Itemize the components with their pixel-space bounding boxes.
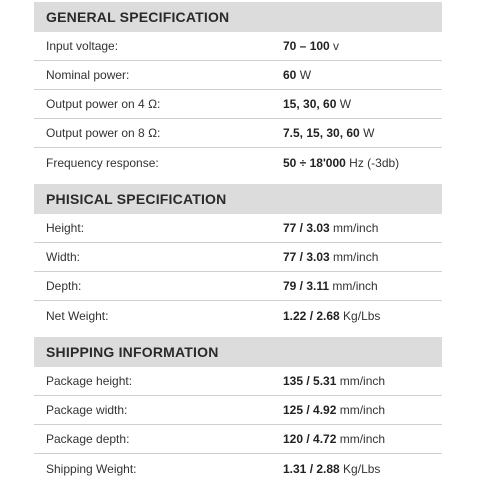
spec-label: Package width: xyxy=(46,403,128,417)
section-title: GENERAL SPECIFICATION xyxy=(34,2,442,32)
spec-value-number: 1.22 / 2.68 xyxy=(283,308,340,323)
spec-value-unit: Kg/Lbs xyxy=(339,308,381,323)
spec-label: Package height: xyxy=(46,374,133,388)
spec-value-unit: W xyxy=(296,68,312,82)
spec-value xyxy=(283,279,442,293)
spec-value-unit: mm/inch xyxy=(336,432,386,446)
spec-label: Output power on 4 Ω: xyxy=(46,97,161,111)
spec-row xyxy=(34,32,442,61)
spec-value xyxy=(283,39,442,53)
spec-value xyxy=(283,374,442,388)
spec-label: Frequency response: xyxy=(46,155,159,170)
spec-value-unit: mm/inch xyxy=(329,250,379,264)
spec-value xyxy=(283,221,442,235)
spec-value xyxy=(283,68,442,82)
spec-value-unit: v xyxy=(329,39,340,53)
spec-row xyxy=(34,396,442,425)
spec-label: Shipping Weight: xyxy=(46,461,137,476)
spec-row xyxy=(34,90,442,119)
spec-value-number: 77 / 3.03 xyxy=(283,250,330,264)
spec-row xyxy=(34,425,442,454)
spec-value-unit: mm/inch xyxy=(329,279,378,293)
spec-value xyxy=(283,126,442,140)
spec-row xyxy=(34,119,442,148)
spec-row xyxy=(34,61,442,90)
general-specification-section xyxy=(34,2,442,177)
spec-value-number: 79 / 3.11 xyxy=(283,279,330,293)
spec-value xyxy=(283,432,442,446)
physical-specification-section xyxy=(34,184,442,330)
section-title: PHISICAL SPECIFICATION xyxy=(34,184,442,214)
spec-value-number: 15, 30, 60 xyxy=(283,97,337,111)
spec-value-unit: mm/inch xyxy=(336,374,386,388)
spec-value-unit: W xyxy=(336,97,352,111)
spec-value-number: 60 xyxy=(283,68,297,82)
spec-row xyxy=(34,301,442,330)
spec-row xyxy=(34,454,442,483)
spec-value-unit: W xyxy=(359,126,375,140)
spec-value-number: 120 / 4.72 xyxy=(283,432,337,446)
spec-value-number: 125 / 4.92 xyxy=(283,403,337,417)
spec-label: Nominal power: xyxy=(46,68,130,82)
spec-value-unit: Kg/Lbs xyxy=(339,461,381,476)
spec-row xyxy=(34,367,442,396)
spec-value-number: 70 – 100 xyxy=(283,39,330,53)
spec-value xyxy=(283,462,442,476)
spec-value xyxy=(283,156,442,170)
spec-label: Output power on 8 Ω: xyxy=(46,126,161,140)
spec-value xyxy=(283,250,442,264)
spec-label: Width: xyxy=(46,250,81,264)
spec-value-unit: mm/inch xyxy=(336,403,386,417)
spec-label: Depth: xyxy=(46,279,82,293)
spec-row xyxy=(34,214,442,243)
spec-value xyxy=(283,403,442,417)
spec-row xyxy=(34,243,442,272)
spec-value-number: 50 ÷ 18'000 xyxy=(283,155,346,170)
shipping-information-section xyxy=(34,337,442,483)
spec-label: Net Weight: xyxy=(46,308,109,323)
spec-value-number: 135 / 5.31 xyxy=(283,374,337,388)
spec-value-number: 1.31 / 2.88 xyxy=(283,461,340,476)
spec-value-number: 7.5, 15, 30, 60 xyxy=(283,126,360,140)
spec-value-number: 77 / 3.03 xyxy=(283,221,330,235)
spec-value xyxy=(283,97,442,111)
spec-label: Package depth: xyxy=(46,432,130,446)
spec-value-unit: Hz (-3db) xyxy=(345,155,400,170)
section-title: SHIPPING INFORMATION xyxy=(34,337,442,367)
spec-row xyxy=(34,148,442,177)
spec-row xyxy=(34,272,442,301)
spec-value xyxy=(283,309,442,323)
spec-label: Height: xyxy=(46,221,85,235)
spec-label: Input voltage: xyxy=(46,39,119,53)
spec-value-unit: mm/inch xyxy=(329,221,379,235)
